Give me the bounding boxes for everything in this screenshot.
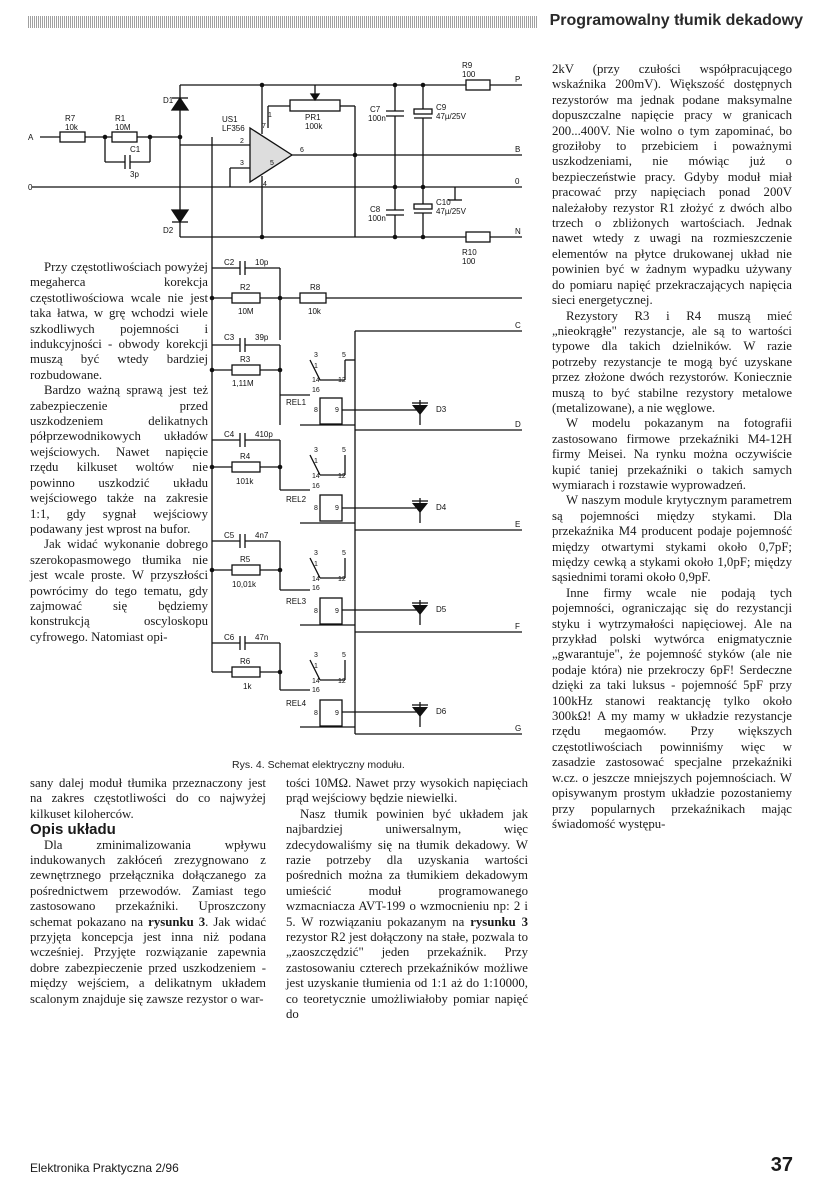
- c6-label: C6: [224, 633, 235, 642]
- pr1-value: 100k: [305, 122, 323, 131]
- rel2-pin3: 3: [314, 447, 318, 454]
- c8-label: C8: [370, 205, 381, 214]
- node-0-label: 0: [28, 183, 33, 192]
- c10-label: C10: [436, 198, 451, 207]
- d4-label: D4: [436, 503, 447, 512]
- c5-label: C5: [224, 531, 235, 540]
- rel2-pin1: 1: [314, 458, 318, 465]
- rel2-pin9: 9: [335, 505, 339, 512]
- c3-label: C3: [224, 333, 235, 342]
- r6-label: R6: [240, 657, 251, 666]
- node-g-label: G: [515, 724, 522, 733]
- c5-value: 4n7: [255, 531, 269, 540]
- figure-reference: rysunku 3: [470, 914, 528, 929]
- paragraph: Rezystory R3 i R4 muszą mieć „nieokrągłe" rezystancje, ale są to wartości typowe dla takich dzielników. W razie potrzeby rezystancje te mogą być uzyskane przez złożone dwóch rezystorów. Koniecznie muszą to być stabilne rezystory metalowe (metalizowane), a nie węglowe.: [552, 308, 792, 415]
- rel1-label: REL1: [286, 398, 307, 407]
- rel3-pin3: 3: [314, 550, 318, 557]
- c9-value: 47µ/25V: [436, 112, 466, 121]
- r7-label: R7: [65, 114, 76, 123]
- c1-value: 3p: [130, 170, 139, 179]
- rel2-pin12: 12: [338, 473, 346, 480]
- rel2-pin14: 14: [312, 473, 320, 480]
- rel4-pin14: 14: [312, 678, 320, 685]
- node-d-label: D: [515, 420, 521, 429]
- rel1-pin12: 12: [338, 377, 346, 384]
- paragraph: tości 10MΩ. Nawet przy wysokich napięciach prąd wejściowy będzie niewielki.: [286, 776, 528, 806]
- text-run: Nasz tłumik powinien być układem jak najbardziej uniwersalnym, więc zdecydowaliśmy się na tłumik dekadowy. W razie potrzeby dla uzyskania wartości pośrednich można za tłumikiem dekadowym umieścić moduł programowanego wzmacniacza AVT-199 o wzmocnieniu np: 2 i 5. W rozwiązaniu pokazanym na: [286, 806, 528, 929]
- r2-label: R2: [240, 283, 251, 292]
- c6-value: 47n: [255, 633, 269, 642]
- paragraph: Przy częstotliwościach powyżej megaherca korekcja częstotliwościowa wcale nie jest taka łatwa, w grę wchodzi wiele szkodliwych pojemności i indukcyjności - obwody korekcji muszą być wtedy bardziej rozbudowane.: [30, 260, 208, 382]
- figure-reference: rysunku 3: [148, 914, 206, 929]
- r8-value: 10k: [308, 307, 321, 316]
- r2-value: 10M: [238, 307, 254, 316]
- r4-label: R4: [240, 452, 251, 461]
- r10-label: R10: [462, 248, 477, 257]
- rel3-pin14: 14: [312, 576, 320, 583]
- rel1-pin5: 5: [342, 352, 346, 359]
- node-b-label: B: [515, 145, 521, 154]
- rel1-pin14: 14: [312, 377, 320, 384]
- rel1-pin16: 16: [312, 387, 320, 394]
- rel3-pin9: 9: [335, 608, 339, 615]
- c4-value: 410p: [255, 430, 273, 439]
- paragraph: Bardzo ważną sprawą jest też zabezpieczenie przed uszkodzeniem delikatnych półprzewodnikowych układów wejściowych. Nawet napięcie rzędu kilkuset woltów nie powinno uszkodzić układu wejściowego także na zakresie 1:1, gdy sygnał wejściowy podawany jest wprost na bufor.: [30, 383, 208, 536]
- paragraph: W modelu pokazanym na fotografii zastosowano firmowe przekaźniki M4-12H firmy Meisei. Na rynku można oczywiście kupić taniej przekaźniki o takich samych wymiarach i rozstawie wyprowadzeń.: [552, 416, 792, 492]
- c2-value: 10p: [255, 258, 269, 267]
- rel4-pin3: 3: [314, 652, 318, 659]
- rel4-label: REL4: [286, 699, 307, 708]
- rel4-pin12: 12: [338, 678, 346, 685]
- r7-value: 10k: [65, 123, 78, 132]
- text-run: Dla zminimalizowania wpływu indukowanych zakłóceń zrezygnowano z zewnętrznego przełącznika dołączanego za pośrednictwem przewodów. Zamiast tego zastosowano przekaźniki. Uproszczony schemat pokazano na: [30, 837, 266, 929]
- d2-label: D2: [163, 226, 174, 235]
- page-number: 37: [770, 1154, 793, 1176]
- rel1-pin1: 1: [314, 363, 318, 370]
- r3-value: 1,11M: [232, 379, 254, 388]
- rel4-pin16: 16: [312, 687, 320, 694]
- rel3-pin16: 16: [312, 585, 320, 592]
- pin-6-label: 6: [300, 147, 304, 154]
- rel3-pin5: 5: [342, 550, 346, 557]
- rel2-pin5: 5: [342, 447, 346, 454]
- c4-label: C4: [224, 430, 235, 439]
- rel3-pin12: 12: [338, 576, 346, 583]
- rel3-label: REL3: [286, 597, 307, 606]
- rel2-pin8: 8: [314, 505, 318, 512]
- d1-label: D1: [163, 96, 174, 105]
- rel4-pin8: 8: [314, 710, 318, 717]
- node-a-label: A: [28, 133, 34, 142]
- paragraph: Jak widać wykonanie dobrego szerokopasmowego tłumika nie jest wcale proste. W przyszłości powrócimy do tego tematu, gdy zajmować się będziemy konstrukcją oscyloskopu cyfrowego. Natomiast opi-: [30, 537, 208, 644]
- right-column: [552, 62, 792, 832]
- node-c-label: C: [515, 321, 521, 330]
- node-n-label: N: [515, 227, 521, 236]
- r10-value: 100: [462, 257, 476, 266]
- magazine-footer: Elektronika Praktyczna 2/96: [30, 1161, 179, 1175]
- rel3-pin8: 8: [314, 608, 318, 615]
- c9-label: C9: [436, 103, 447, 112]
- us1-label: US1: [222, 115, 238, 124]
- paragraph: W naszym module krytycznym parametrem są pojemności między stykami. Dla przekaźnika M4 producent podaje pojemność między otwartymi stykami około 0,7pF; między cewką a stykami około 1,0pF; między sąsiednimi torami około 0,9pF.: [552, 493, 792, 585]
- paragraph: [286, 807, 528, 1023]
- section-title: Opis układu: [30, 821, 116, 839]
- d6-label: D6: [436, 707, 447, 716]
- rel1-pin8: 8: [314, 407, 318, 414]
- c3-value: 39p: [255, 333, 269, 342]
- node-p-label: P: [515, 75, 521, 84]
- pin-7-label: 7: [262, 123, 266, 130]
- r9-value: 100: [462, 70, 476, 79]
- r5-value: 10,01k: [232, 580, 257, 589]
- c7-label: C7: [370, 105, 381, 114]
- pin-1-label: 1: [268, 112, 272, 119]
- rel2-label: REL2: [286, 495, 307, 504]
- c1-label: C1: [130, 145, 141, 154]
- paragraph: Inne firmy wcale nie podają tych pojemności, ograniczając się do rezystancji styku i wytrzymałości napięciowej. Ale na przykład polski wytwórca enigmatycznie „gwarantuje", że pojemność styków (ale nie podaje która) nie przekroczy 6pF! Serdeczne dzięki za taki luksus - pojemność 5pF przy 100kHz stanowi reaktancję tylko około 300kΩ! A my mamy w układzie rezystancje rzędu megaomów. Przy większych częstotliwościach powinniśmy więc w zasadzie zastosować specjalne przekaźniki w.cz. o jeszcze mniejszych pojemnościach. W opisywanym prostym układzie pozostaniemy przy popularnych przekaźnikach mając świadomość występu-: [552, 585, 792, 831]
- pr1-label: PR1: [305, 113, 321, 122]
- rel2-pin16: 16: [312, 483, 320, 490]
- r1-value: 10M: [115, 123, 131, 132]
- pin-2-label: 2: [240, 138, 244, 145]
- node-f-label: F: [515, 622, 520, 631]
- rel4-pin5: 5: [342, 652, 346, 659]
- pin-5-label: 5: [270, 160, 274, 167]
- rel3-pin1: 1: [314, 561, 318, 568]
- r8-label: R8: [310, 283, 321, 292]
- figure-caption: Rys. 4. Schemat elektryczny modułu.: [232, 759, 405, 771]
- r3-label: R3: [240, 355, 251, 364]
- rel4-pin9: 9: [335, 710, 339, 717]
- c7-value: 100n: [368, 114, 386, 123]
- pin-3-label: 3: [240, 160, 244, 167]
- rel1-pin3: 3: [314, 352, 318, 359]
- c8-value: 100n: [368, 214, 386, 223]
- rel4-pin1: 1: [314, 663, 318, 670]
- paragraph: [30, 838, 266, 1007]
- left-column: [30, 776, 266, 1007]
- r6-value: 1k: [243, 682, 252, 691]
- d5-label: D5: [436, 605, 447, 614]
- r4-value: 101k: [236, 477, 254, 486]
- node-e-label: E: [515, 520, 521, 529]
- c2-label: C2: [224, 258, 235, 267]
- r5-label: R5: [240, 555, 251, 564]
- us1-value: LF356: [222, 124, 245, 133]
- text-run: . Jak widać przyjęta koncepcja jest inna niż podana wcześniej. Przyjęte rozwiązanie zapewnia dobre zabezpieczenie przed uszkodzeniem - między wejściem, a delikatnym układem scalonym znajduje się zawsze rezystor o war-: [30, 914, 267, 1006]
- rel1-pin9: 9: [335, 407, 339, 414]
- d3-label: D3: [436, 405, 447, 414]
- r1-label: R1: [115, 114, 126, 123]
- node-0b-label: 0: [515, 177, 520, 186]
- r9-label: R9: [462, 61, 473, 70]
- paragraph: 2kV (przy czułości współpracującego wskaźnika 200mV). Większość dostępnych rezystorów ma jednak podane maksymalne dopuszczalne napięcie pracy w granicach 200...400V. Nie wolno o tym zapominać, bo groziłoby to przebiciem i poważnymi uszkodzeniami, nie mówiąc już o bezpieczeństwie pracy. Gdyby moduł miał pracować przy napięciach ponad 200V należałoby rezystor R1 złożyć z dwóch albo trzech o zbliżonych wartościach. Jednak nawet wtedy z uwagi na rozmieszczenie elementów na płytce drukowanej układ nie powinien być w żadnym wypadku używany do pomiaru napięć przekraczających napięcia sieci energetycznej.: [552, 62, 792, 308]
- c10-value: 47µ/25V: [436, 207, 466, 216]
- pin-4-label: 4: [263, 181, 267, 188]
- middle-column: [286, 776, 528, 1023]
- text-run: rezystor R2 jest dołączony na stałe, pozwala to „zaoszczędzić" jeden przekaźnik. Przy zastosowaniu czterech przekaźników możliwe jest uzyskanie tłumienia od 1:1 aż do 1:10000, co teoretycznie umożliwiałoby pomiar napięć do: [286, 930, 528, 1022]
- page-header-title: Programowalny tłumik dekadowy: [544, 12, 803, 30]
- left-wrap-column: [30, 260, 208, 645]
- paragraph: sany dalej moduł tłumika przeznaczony jest na zakres częstotliwości do co najwyżej kilkuset kiloherców.: [30, 776, 266, 821]
